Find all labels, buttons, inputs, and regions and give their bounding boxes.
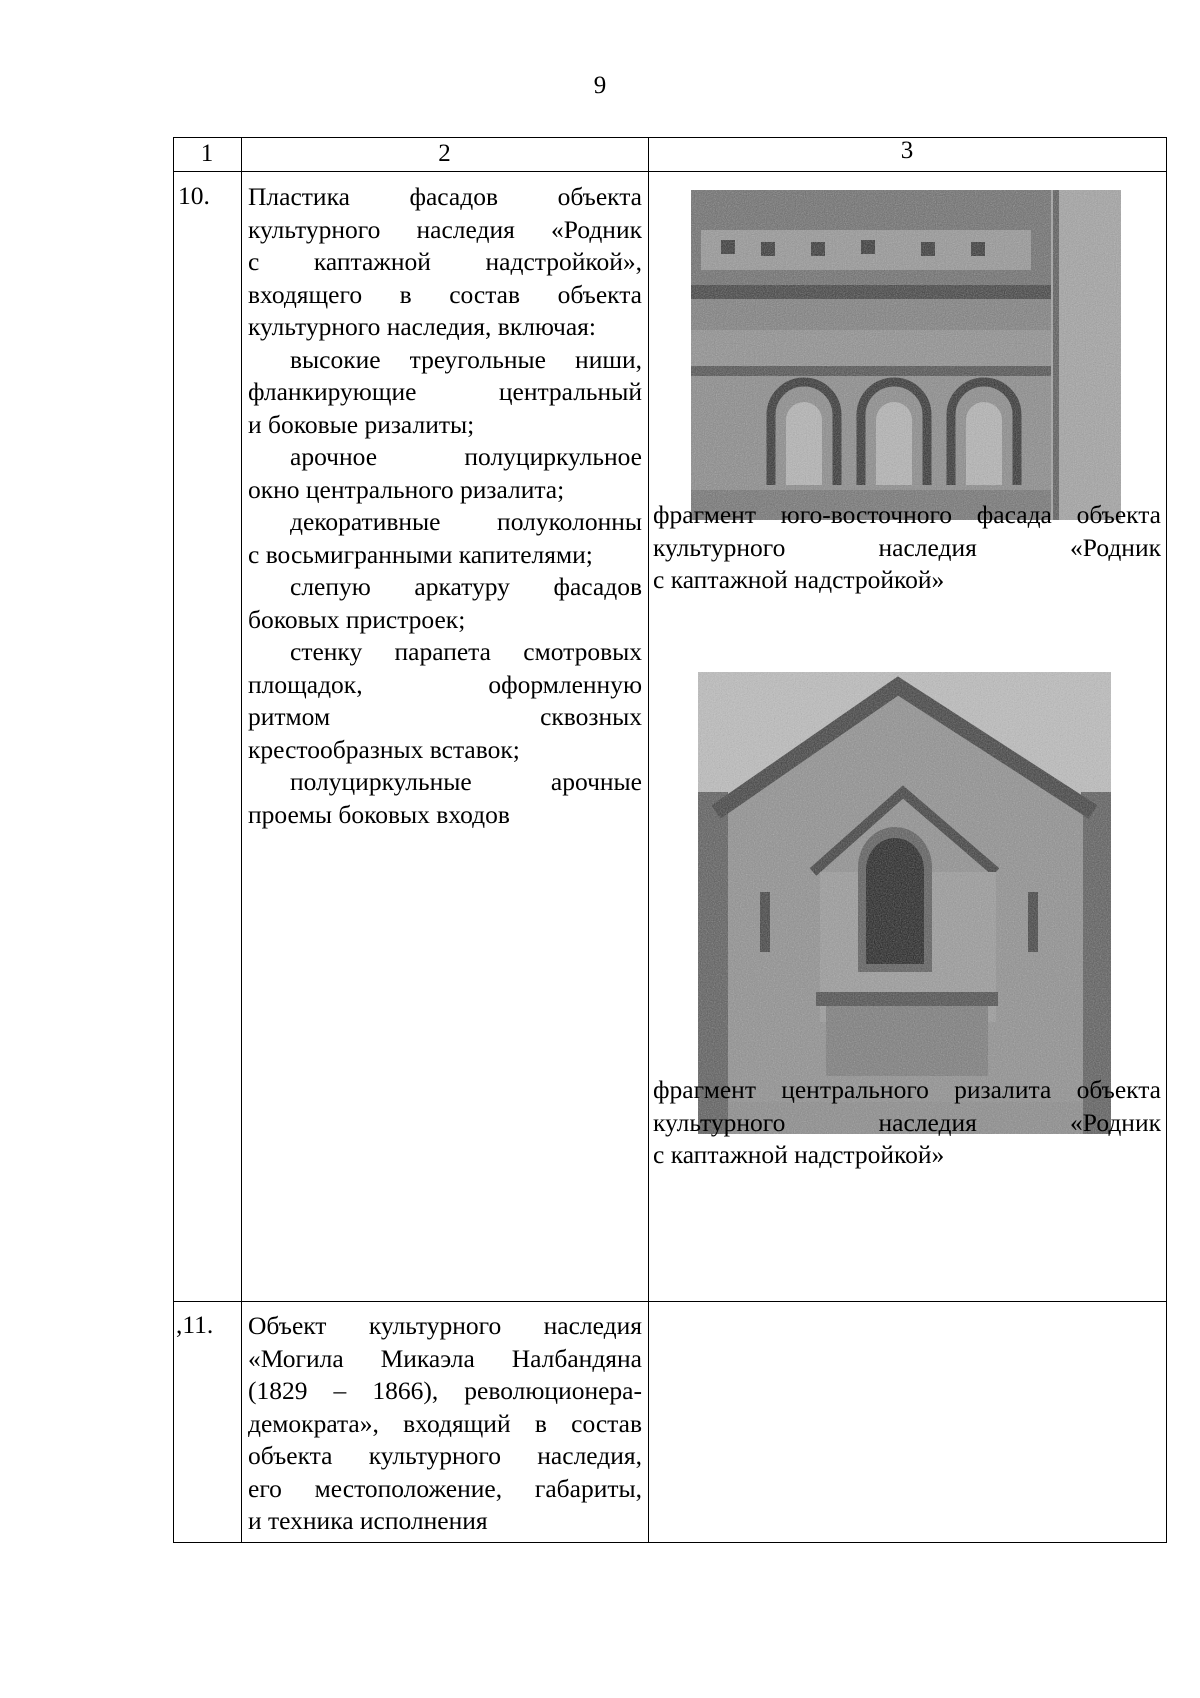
header-rule [173,171,1167,172]
text-line: Объект культурного наследия [248,1311,642,1340]
text-line: «Могила Микаэла Налбандяна [248,1343,642,1373]
text-line: культурного наследия, включая: [248,312,596,341]
text-line: ритмом сквозных [248,702,642,731]
facade-fragment-photo [691,190,1121,520]
text-line: его местоположение, габариты, [248,1473,642,1503]
column-header-1: 1 [200,140,214,167]
table-border-bottom [173,1542,1167,1543]
text-line: боковых пристроек; [248,604,466,634]
row-number-11: ,11. [176,1310,214,1339]
column-header-2: 2 [438,140,451,167]
text-line: декоративные полуколонны [290,507,642,536]
table-border-right [1166,137,1167,1543]
row-number-10: 10. [178,181,210,210]
text-line: арочное полуциркульное [290,442,642,471]
row-11-description [248,1310,642,1538]
caption-line: с каптажной надстройкой» [653,565,945,594]
text-line: входящего в состав объекта [248,279,642,309]
text-line: культурного наследия «Родник [248,214,642,244]
caption-line: культурного наследия «Родник [653,1107,1161,1137]
row-divider [173,1301,1167,1302]
page-number: 9 [593,72,607,99]
text-line: и техника исполнения [248,1506,488,1535]
caption-line: с каптажной надстройкой» [653,1140,945,1169]
text-line: высокие треугольные ниши, [290,344,642,374]
caption-line: фрагмент юго-восточного фасада объекта [653,500,1161,529]
text-line: Пластика фасадов объекта [248,182,642,211]
facade-fragment-caption [653,499,1161,597]
central-risalit-photo [698,672,1111,1134]
row-10-description [248,181,642,831]
text-line: окно центрального ризалита; [248,474,565,504]
caption-line: фрагмент центрального ризалита объекта [653,1075,1161,1104]
text-line: (1829 – 1866), революционера- [248,1376,642,1405]
caption-line: культурного наследия «Родник [653,532,1161,562]
central-risalit-caption [653,1074,1161,1172]
text-line: демократа», входящий в состав [248,1408,642,1438]
text-line: объекта культурного наследия, [248,1441,642,1470]
heritage-table [173,137,1167,1543]
text-line: стенку парапета смотровых [290,637,642,666]
text-line: крестообразных вставок; [248,734,520,764]
text-line: с восьмигранными капителями; [248,539,593,569]
text-line: с каптажной надстройкой», [248,247,642,276]
column-divider-2 [648,137,649,1543]
text-line: полуциркульные арочные [290,767,642,796]
text-line: слепую аркатуру фасадов [290,572,642,601]
text-line: площадок, оформленную [248,669,642,699]
text-line: проемы боковых входов [248,799,510,829]
text-line: и боковые ризалиты; [248,409,475,439]
column-header-3: 3 [900,137,914,164]
text-line: фланкирующие центральный [248,377,642,406]
table-border-left [173,137,174,1543]
column-divider-1 [241,137,242,1543]
